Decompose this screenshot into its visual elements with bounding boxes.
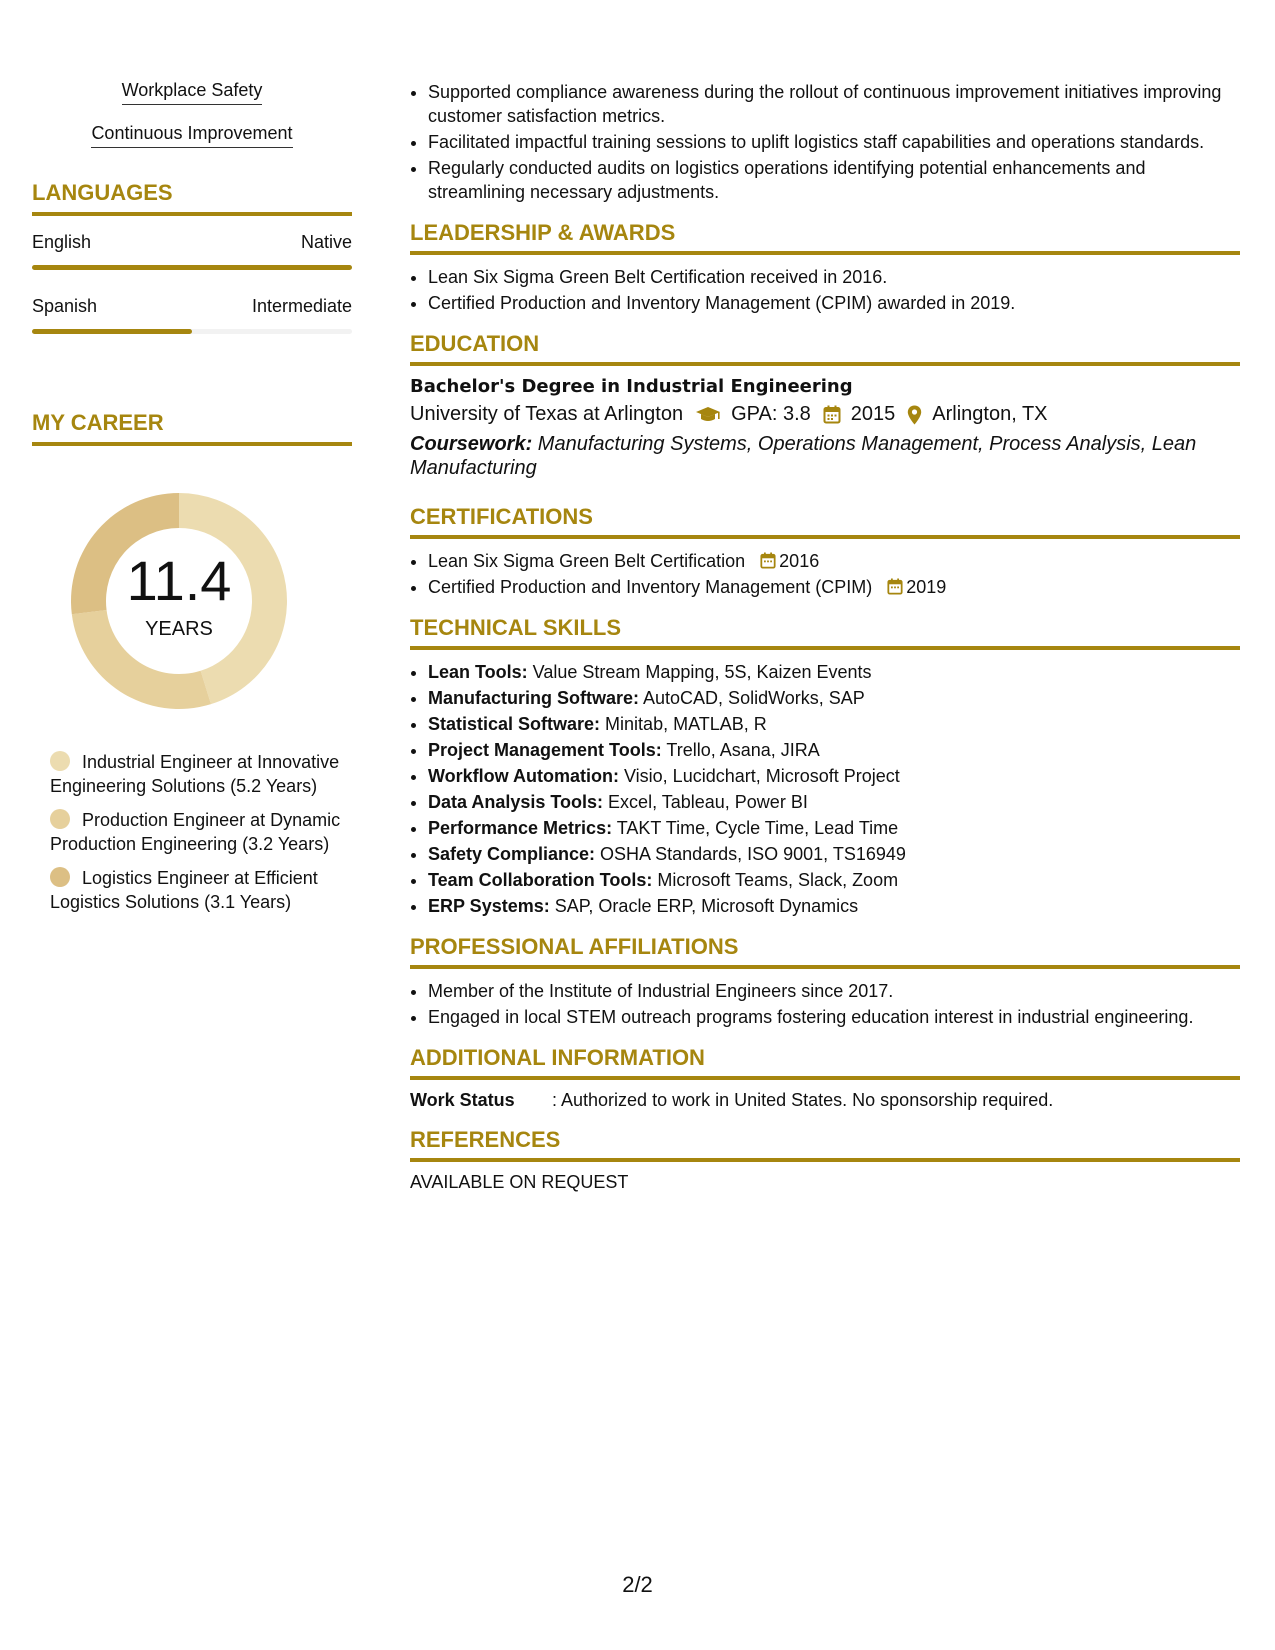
leadership-list xyxy=(410,265,1240,315)
leadership-heading: LEADERSHIP & AWARDS xyxy=(410,220,1240,255)
skill-category: Manufacturing Software: xyxy=(428,688,640,708)
skill-values: TAKT Time, Cycle Time, Lead Time xyxy=(612,818,899,838)
career-donut-chart xyxy=(64,486,294,716)
skill-tag xyxy=(32,123,352,148)
coursework-label: Coursework: xyxy=(410,433,533,455)
technical-skill-item xyxy=(428,660,1240,684)
career-legend-item xyxy=(50,866,352,914)
school-name: University of Texas at Arlington xyxy=(410,403,684,425)
calendar-icon xyxy=(760,552,776,569)
skill-category: Data Analysis Tools: xyxy=(428,792,604,812)
career-donut-center xyxy=(64,486,294,716)
gpa: GPA: 3.8 xyxy=(731,403,811,425)
graduation-year: 2015 xyxy=(850,403,896,425)
technical-skills-heading: TECHNICAL SKILLS xyxy=(410,615,1240,650)
career-legend xyxy=(32,750,352,914)
additional-info-heading: ADDITIONAL INFORMATION xyxy=(410,1045,1240,1080)
skill-values: Excel, Tableau, Power BI xyxy=(603,792,808,812)
skill-tag-text: Workplace Safety xyxy=(122,80,263,105)
experience-bullet: • Regularly conducted audits on logistics operations identifying potential enhancements and streamlining necessary adjustments. xyxy=(428,156,1240,204)
skill-category: Performance Metrics: xyxy=(428,818,613,838)
work-status-row xyxy=(410,1090,1240,1111)
certification-date xyxy=(887,577,946,597)
references-heading: REFERENCES xyxy=(410,1127,1240,1162)
experience-bullet: • Facilitated impactful training sessions to uplift logistics staff capabilities and operations standards. xyxy=(428,130,1240,154)
certification-item xyxy=(428,549,1240,573)
language-proficiency-bar xyxy=(32,329,352,334)
experience-bullets xyxy=(410,80,1240,204)
coursework xyxy=(410,432,1240,480)
career-total-unit: YEARS xyxy=(145,618,213,640)
calendar-icon xyxy=(887,578,903,595)
leadership-item: • Lean Six Sigma Green Belt Certification received in 2016. xyxy=(428,265,1240,289)
skill-values: Trello, Asana, JIRA xyxy=(661,740,820,760)
work-status-value: : Authorized to work in United States. No sponsorship required. xyxy=(552,1090,1054,1110)
technical-skill-item xyxy=(428,712,1240,736)
skill-category: Statistical Software: xyxy=(428,714,601,734)
affiliations-heading: PROFESSIONAL AFFILIATIONS xyxy=(410,934,1240,969)
career-total-years: 11.4 xyxy=(126,549,232,612)
graduation-cap-icon xyxy=(695,406,721,424)
coursework-list: Manufacturing Systems, Operations Management, Process Analysis, Lean Manufacturing xyxy=(410,433,1197,479)
skill-values: SAP, Oracle ERP, Microsoft Dynamics xyxy=(549,896,859,916)
references-text: AVAILABLE ON REQUEST xyxy=(410,1172,629,1192)
technical-skill-item xyxy=(428,868,1240,892)
technical-skill-item xyxy=(428,816,1240,840)
skill-values: AutoCAD, SolidWorks, SAP xyxy=(639,688,865,708)
technical-skill-item xyxy=(428,686,1240,710)
legend-dot-icon xyxy=(50,809,70,829)
career-legend-label: Logistics Engineer at Efficient Logistics Solutions (3.1 Years) xyxy=(50,868,318,912)
left-column xyxy=(32,80,352,924)
leadership-item: • Certified Production and Inventory Management (CPIM) awarded in 2019. xyxy=(428,291,1240,315)
skill-values: Visio, Lucidchart, Microsoft Project xyxy=(618,766,900,786)
legend-dot-icon xyxy=(50,867,70,887)
affiliations-list xyxy=(410,979,1240,1029)
skill-category: Workflow Automation: xyxy=(428,766,619,786)
certification-year: 2016 xyxy=(779,551,820,571)
skill-tag-text: Continuous Improvement xyxy=(91,123,292,148)
location-pin-icon xyxy=(907,405,922,425)
language-name: Spanish xyxy=(32,296,98,316)
calendar-icon xyxy=(823,405,841,424)
skill-category: Lean Tools: xyxy=(428,662,528,682)
career-legend-item xyxy=(50,750,352,798)
certification-name: Certified Production and Inventory Management (CPIM) xyxy=(428,577,873,597)
certification-year: 2019 xyxy=(906,577,947,597)
language-item xyxy=(32,296,352,334)
affiliation-item: • Member of the Institute of Industrial Engineers since 2017. xyxy=(428,979,1240,1003)
work-status-label: Work Status xyxy=(410,1090,515,1110)
skill-tag xyxy=(32,80,352,105)
career-heading: MY CAREER xyxy=(32,410,352,446)
career-legend-label: Industrial Engineer at Innovative Engineering Solutions (5.2 Years) xyxy=(50,752,340,796)
language-proficiency-fill xyxy=(32,329,192,334)
skill-values: Value Stream Mapping, 5S, Kaizen Events xyxy=(527,662,872,682)
language-level: Intermediate xyxy=(251,296,352,316)
skill-values: Microsoft Teams, Slack, Zoom xyxy=(652,870,899,890)
technical-skills-list xyxy=(410,660,1240,918)
career-legend-label: Production Engineer at Dynamic Production Engineering (3.2 Years) xyxy=(50,810,341,854)
certification-item xyxy=(428,575,1240,599)
technical-skill-item xyxy=(428,764,1240,788)
education-entry xyxy=(410,376,1240,480)
legend-dot-icon xyxy=(50,751,70,771)
skill-values: Minitab, MATLAB, R xyxy=(600,714,767,734)
skill-category: ERP Systems: xyxy=(428,896,550,916)
affiliation-item: • Engaged in local STEM outreach programs fostering education interest in industrial engineering. xyxy=(428,1005,1240,1029)
degree-title: Bachelor's Degree in Industrial Engineering xyxy=(410,376,853,397)
language-proficiency-bar xyxy=(32,265,352,270)
skill-values: OSHA Standards, ISO 9001, TS16949 xyxy=(595,844,906,864)
page-number: 2/2 xyxy=(622,1572,653,1597)
languages-heading: LANGUAGES xyxy=(32,180,352,216)
skill-category: Project Management Tools: xyxy=(428,740,662,760)
right-column xyxy=(410,80,1240,1193)
certification-date xyxy=(760,551,819,571)
skill-category: Team Collaboration Tools: xyxy=(428,870,653,890)
language-level: Native xyxy=(300,232,352,252)
language-name: English xyxy=(32,232,92,252)
technical-skill-item xyxy=(428,894,1240,918)
certifications-heading: CERTIFICATIONS xyxy=(410,504,1240,539)
experience-bullet: • Supported compliance awareness during the rollout of continuous improvement initiatives improving customer satisfaction metrics. xyxy=(428,80,1240,128)
career-legend-item xyxy=(50,808,352,856)
technical-skill-item xyxy=(428,738,1240,762)
school-location: Arlington, TX xyxy=(932,403,1048,425)
technical-skill-item xyxy=(428,790,1240,814)
language-item xyxy=(32,232,352,270)
technical-skill-item xyxy=(428,842,1240,866)
certification-name: Lean Six Sigma Green Belt Certification xyxy=(428,551,746,571)
language-proficiency-fill xyxy=(32,265,352,270)
education-heading: EDUCATION xyxy=(410,331,1240,366)
certifications-list xyxy=(410,549,1240,599)
skill-category: Safety Compliance: xyxy=(428,844,596,864)
education-meta xyxy=(410,403,1240,426)
